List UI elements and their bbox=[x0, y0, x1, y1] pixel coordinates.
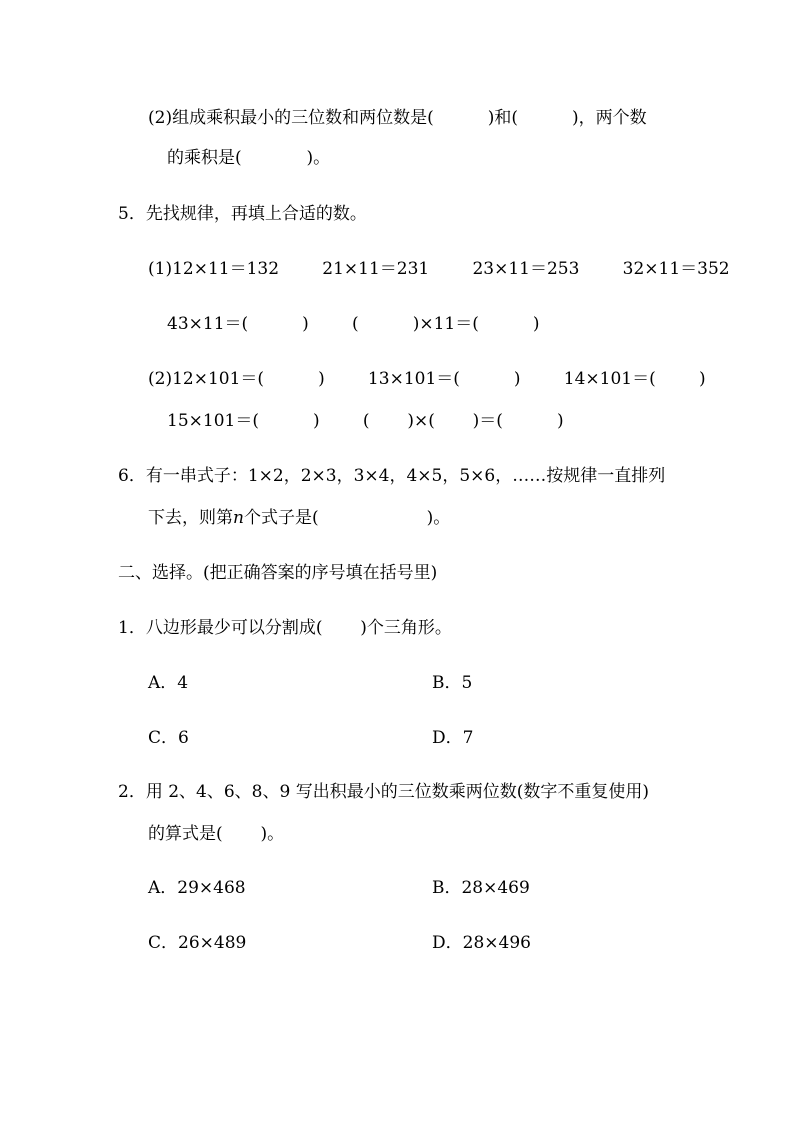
q6-line1: 6．有一串式子：1×2，2×3，3×4，4×5，5×6，……按规律一直排列 bbox=[118, 466, 666, 486]
q6-variable-n: n bbox=[233, 508, 244, 528]
q5-part1-line1: (1)12×11＝132 21×11＝231 23×11＝253 32×11＝352 bbox=[148, 259, 730, 279]
choice1-option-a: A．4 bbox=[148, 673, 189, 693]
q4-part2-line1: (2)组成乘积最小的三位数和两位数是( )和( )，两个数 bbox=[148, 108, 647, 128]
choice2-option-b: B．28×469 bbox=[432, 878, 530, 898]
q5-part2-line1: (2)12×101＝( ) 13×101＝( ) 14×101＝( ) bbox=[148, 369, 706, 389]
q6-line2 bbox=[148, 507, 450, 529]
choice2-option-d: D．28×496 bbox=[432, 933, 531, 953]
choice2-line1: 2．用 2、4、6、8、9 写出积最小的三位数乘两位数(数字不重复使用) bbox=[118, 782, 649, 802]
q5-title: 5．先找规律，再填上合适的数。 bbox=[118, 204, 367, 224]
q6-line2-after: 个式子是( )。 bbox=[243, 508, 451, 528]
choice1-option-b: B．5 bbox=[432, 673, 473, 693]
choice2-line2: 的算式是( )。 bbox=[148, 824, 285, 844]
q5-part2-line2: 15×101＝( ) ( )×( )＝( ) bbox=[167, 411, 564, 431]
q6-line2-before: 下去，则第 bbox=[148, 508, 233, 528]
choice1-question: 1．八边形最少可以分割成( )个三角形。 bbox=[118, 618, 452, 638]
choice2-option-a: A．29×468 bbox=[148, 878, 246, 898]
section2-title: 二、选择。(把正确答案的序号填在括号里) bbox=[118, 563, 438, 583]
choice2-option-c: C．26×489 bbox=[148, 933, 247, 953]
choice1-option-c: C．6 bbox=[148, 728, 189, 748]
q4-part2-line2: 的乘积是( )。 bbox=[167, 148, 331, 168]
q5-part1-line2: 43×11＝( ) ( )×11＝( ) bbox=[167, 314, 540, 334]
choice1-option-d: D．7 bbox=[432, 728, 474, 748]
